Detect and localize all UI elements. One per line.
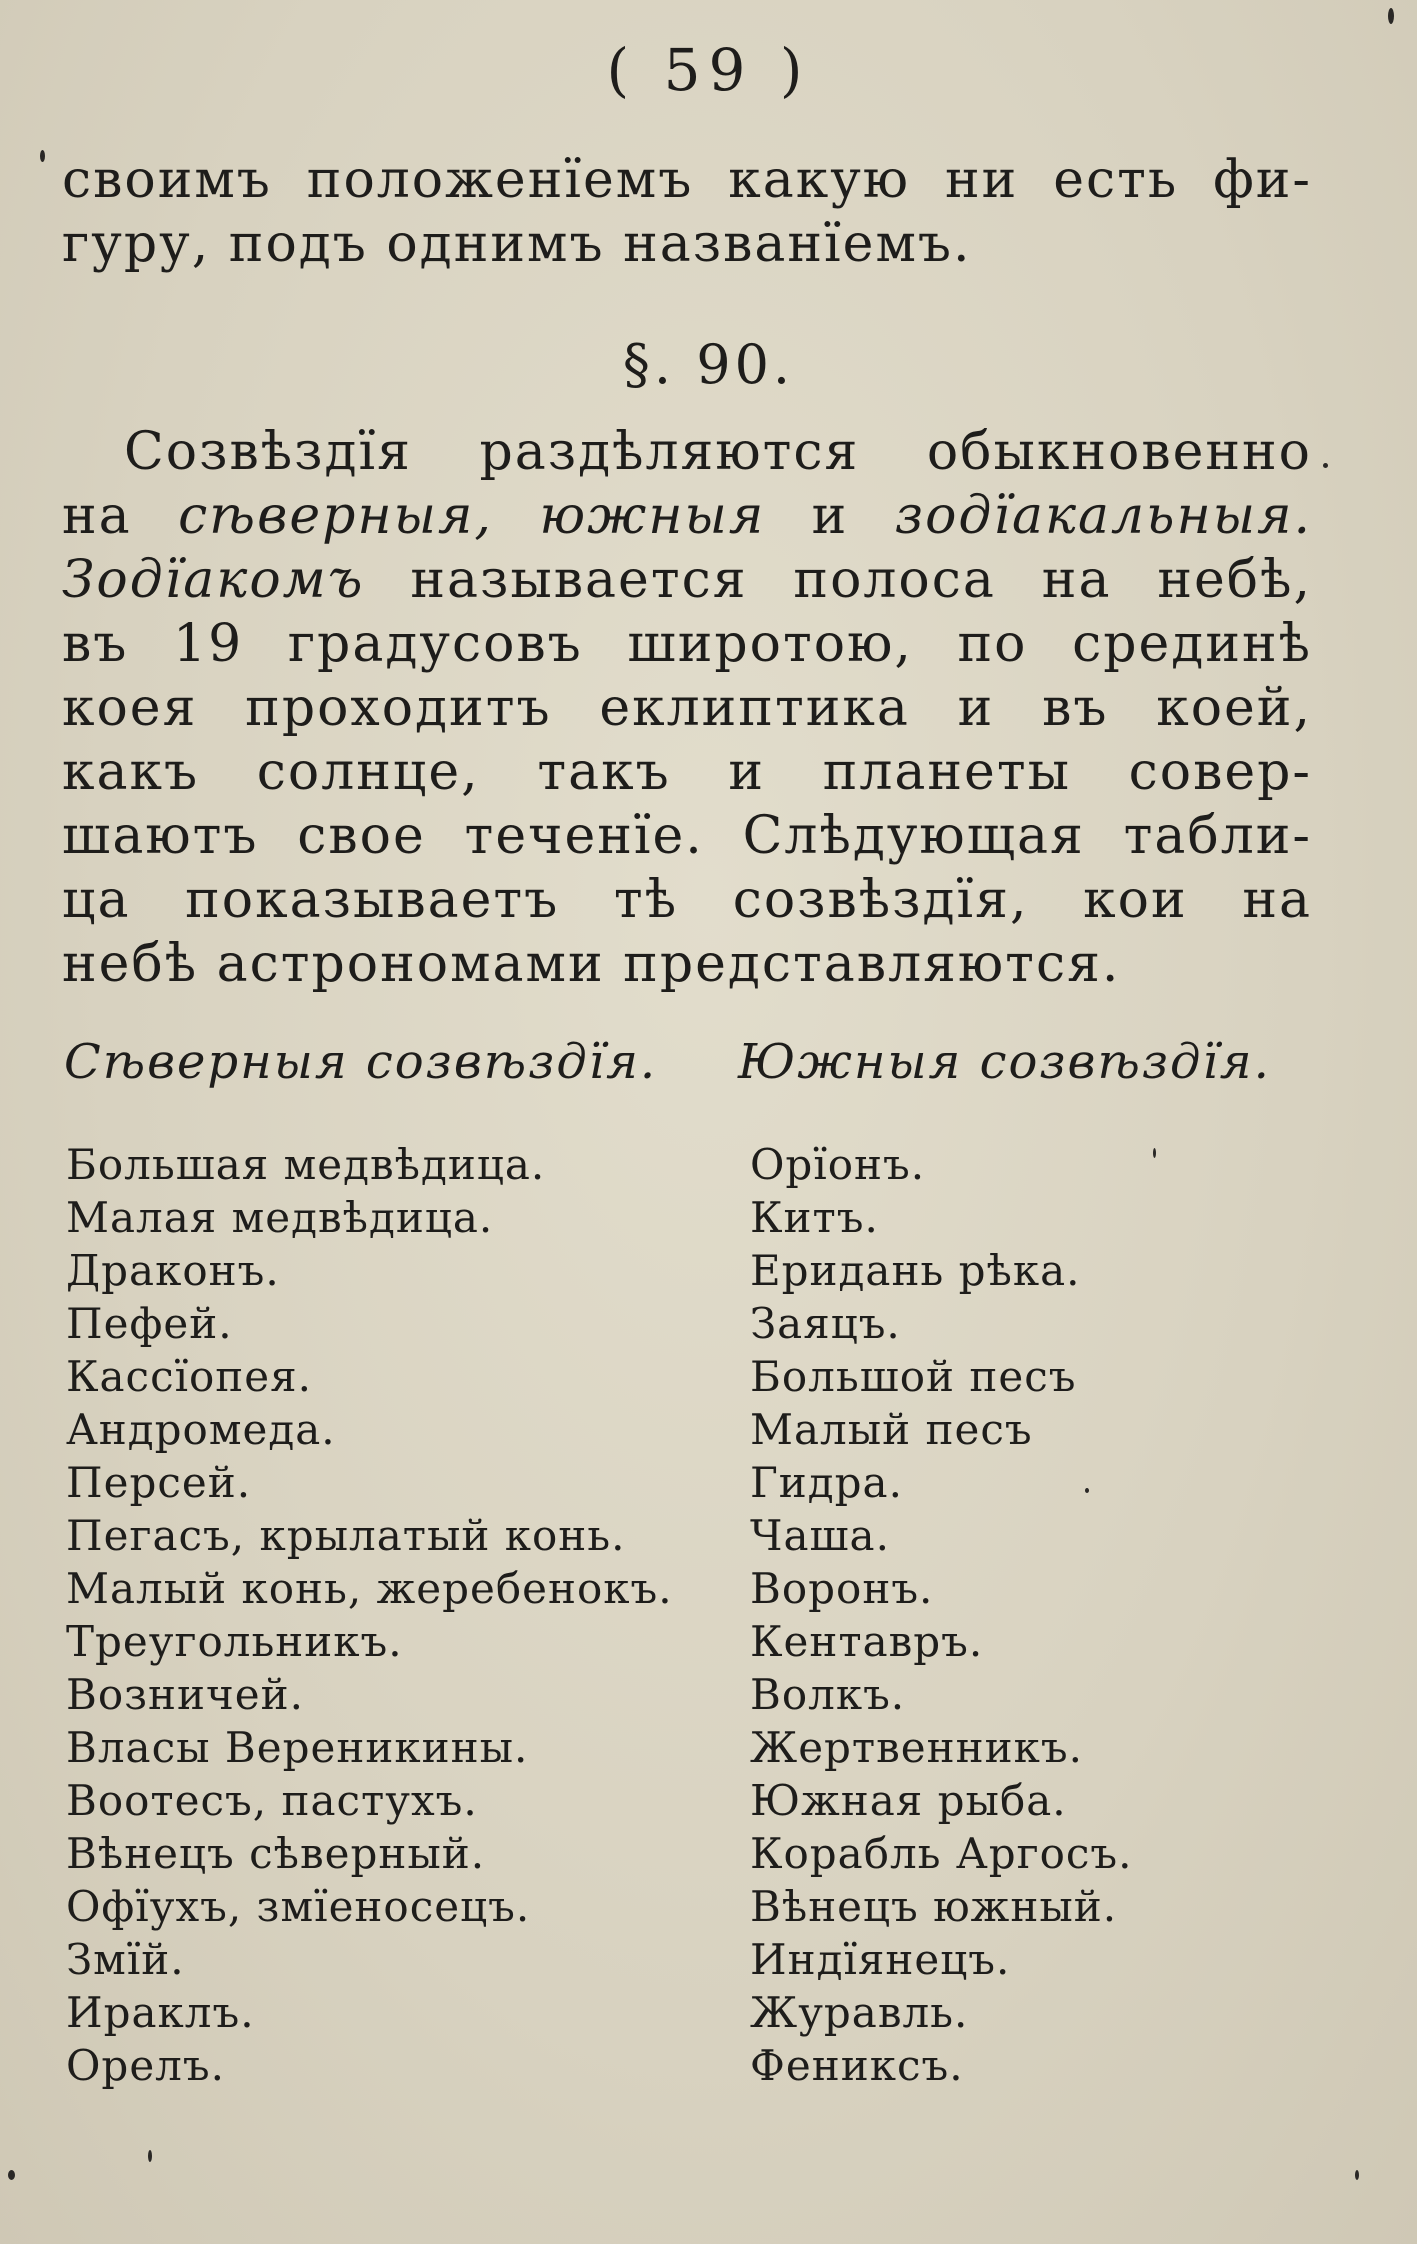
text-line: гуру, подъ однимъ названїемъ. <box>62 214 972 274</box>
ink-speck <box>8 2170 15 2180</box>
list-item: Волкъ. <box>750 1670 906 1719</box>
list-item: Малый конь, жеребенокъ. <box>66 1564 673 1613</box>
list-item: Малая медвѣдица. <box>66 1193 494 1242</box>
southern-column-header: Южныя созвѣздїя. <box>738 1034 1271 1090</box>
list-item: Жертвенникъ. <box>750 1723 1083 1772</box>
list-item: Треугольникъ. <box>66 1617 403 1666</box>
word: и <box>811 486 849 546</box>
list-item: Офїухъ, змїеносецъ. <box>66 1882 531 1931</box>
ink-speck <box>1153 1148 1156 1158</box>
list-item: Орелъ. <box>66 2041 225 2090</box>
northern-column-header: Сѣверныя созвѣздїя. <box>64 1034 658 1090</box>
southern-constellations-list <box>750 1138 1132 2092</box>
text-line: небѣ астрономами представляются. <box>62 934 1121 994</box>
list-item: Чаша. <box>750 1511 890 1560</box>
list-item: Заяцъ. <box>750 1299 901 1348</box>
list-item: Драконъ. <box>66 1246 280 1295</box>
list-item: Змїй. <box>66 1935 185 1984</box>
northern-constellations-list <box>66 1138 673 2092</box>
list-item: Еридань рѣка. <box>750 1246 1081 1295</box>
list-item: Власы Вереникины. <box>66 1723 529 1772</box>
ink-speck <box>1085 1488 1089 1493</box>
text-line: коея проходитъ еклиптика и въ коей, <box>62 678 1312 738</box>
text-line: шаютъ свое теченїе. Слѣдующая табли- <box>62 806 1312 866</box>
list-item: Персей. <box>66 1458 252 1507</box>
list-item: Китъ. <box>750 1193 879 1242</box>
term-southern: южныя <box>539 486 766 546</box>
list-item: Фениксъ. <box>750 2041 964 2090</box>
list-item: Вѣнецъ сѣверный. <box>66 1829 486 1878</box>
list-item: Возничей. <box>66 1670 305 1719</box>
list-item: Воронъ. <box>750 1564 934 1613</box>
term-zodiac: Зодїакомъ <box>62 550 365 610</box>
text-line: Созвѣздїя раздѣляются обыкновенно <box>124 422 1312 482</box>
text-line: въ 19 градусовъ широтою, по срединѣ <box>62 614 1312 674</box>
text-line: своимъ положенїемъ какую ни есть фи- <box>62 150 1312 210</box>
list-item: Корабль Аргосъ. <box>750 1829 1133 1878</box>
list-item: Пегасъ, крылатый конь. <box>66 1511 626 1560</box>
list-item: Вѣнецъ южный. <box>750 1882 1118 1931</box>
page-number: ( 59 ) <box>606 36 811 104</box>
list-item: Кентавръ. <box>750 1617 984 1666</box>
list-item: Андромеда. <box>66 1405 336 1454</box>
text-line: ца показываетъ тѣ созвѣздїя, кои на <box>62 870 1312 930</box>
text-segment: называется полоса на небѣ, <box>410 550 1312 610</box>
list-item: Пефей. <box>66 1299 233 1348</box>
term-zodiacal: зодїакальныя. <box>894 486 1312 546</box>
list-item: Большой песъ <box>750 1352 1077 1401</box>
list-item: Малый песъ <box>750 1405 1033 1454</box>
ink-speck <box>1388 8 1394 24</box>
list-item: Южная рыба. <box>750 1776 1067 1825</box>
ink-speck <box>40 150 45 162</box>
list-item: Воотесъ, пастухъ. <box>66 1776 478 1825</box>
list-item: Гидра. <box>750 1458 903 1507</box>
ink-speck <box>1355 2170 1359 2180</box>
list-item: Ираклъ. <box>66 1988 255 2037</box>
list-item: Журавль. <box>750 1988 969 2037</box>
term-northern: сѣверныя, <box>178 486 493 546</box>
paragraph-continuation <box>62 148 1312 276</box>
text-line: какъ солнце, такъ и планеты совер- <box>62 742 1312 802</box>
list-item: Кассїопея. <box>66 1352 313 1401</box>
text-line <box>62 548 1312 612</box>
paragraph-constellations <box>62 420 1312 996</box>
section-heading: §. 90. <box>622 333 795 396</box>
text-line <box>62 484 1312 548</box>
list-item: Орїонъ. <box>750 1140 926 1189</box>
list-item: Индїянецъ. <box>750 1935 1011 1984</box>
ink-speck <box>148 2150 152 2162</box>
list-item: Большая медвѣдица. <box>66 1140 546 1189</box>
word: на <box>62 486 132 546</box>
ink-speck <box>1323 463 1328 468</box>
